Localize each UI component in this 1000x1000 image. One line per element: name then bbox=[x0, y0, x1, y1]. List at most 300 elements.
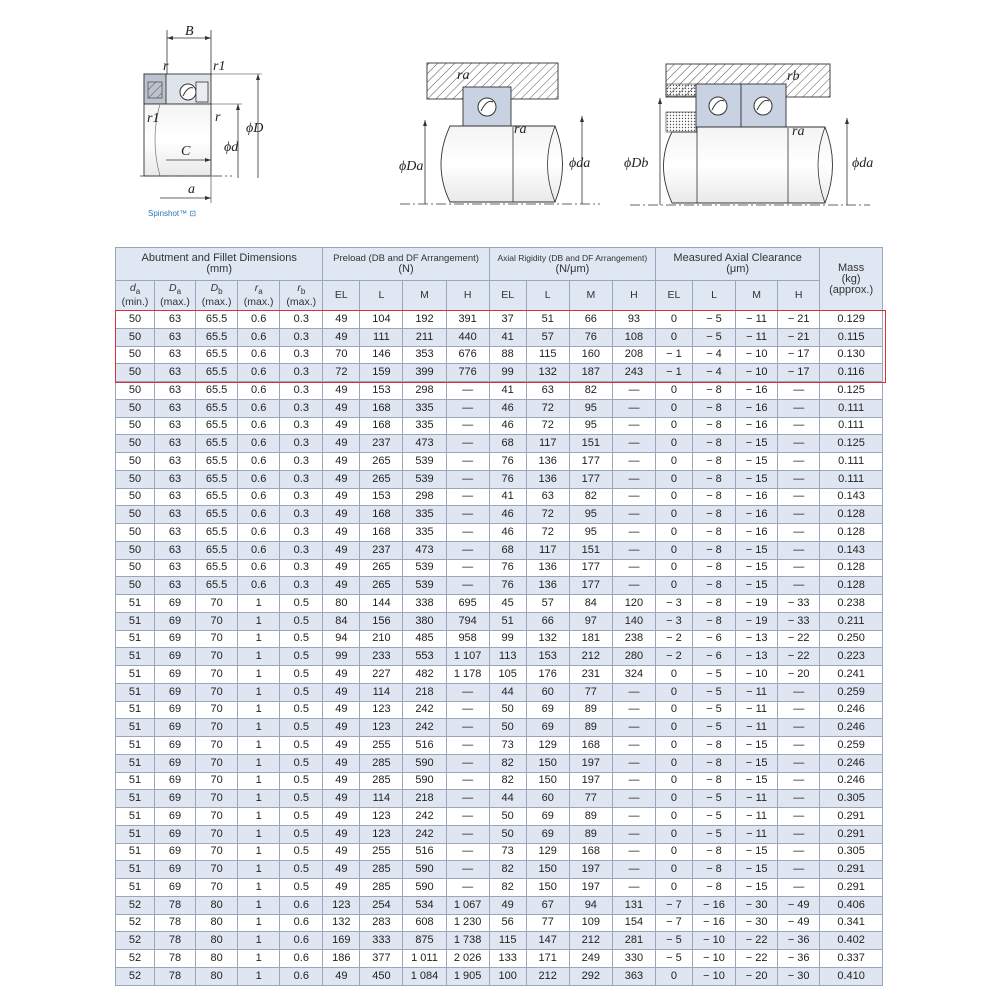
table-cell: 51 bbox=[116, 825, 155, 843]
table-row bbox=[116, 630, 883, 648]
table-cell: 49 bbox=[323, 524, 360, 542]
table-cell: 1 bbox=[238, 914, 280, 932]
header-Db-sym: D bbox=[210, 281, 219, 294]
table-cell: 539 bbox=[403, 559, 446, 577]
table-cell: − 5 bbox=[692, 328, 735, 346]
table-cell: 1 bbox=[238, 843, 280, 861]
table-cell: − 21 bbox=[778, 328, 820, 346]
table-cell: − 5 bbox=[692, 808, 735, 826]
table-cell: 80 bbox=[196, 896, 238, 914]
table-cell: 70 bbox=[196, 825, 238, 843]
table-cell: 82 bbox=[569, 488, 612, 506]
table-cell: — bbox=[612, 399, 655, 417]
header-abutment-unit: (mm) bbox=[206, 263, 233, 275]
table-cell: 65.5 bbox=[196, 399, 238, 417]
table-cell: 539 bbox=[403, 470, 446, 488]
table-cell: 41 bbox=[489, 328, 526, 346]
table-cell: 150 bbox=[526, 772, 569, 790]
table-cell: 281 bbox=[612, 932, 655, 950]
table-cell: − 8 bbox=[692, 879, 735, 897]
header-ra bbox=[238, 281, 280, 311]
header-clearance-unit: (μm) bbox=[726, 263, 750, 275]
table-cell: 176 bbox=[526, 666, 569, 684]
table-cell: 0.6 bbox=[238, 559, 280, 577]
table-cell: 391 bbox=[446, 311, 489, 329]
table-cell: 63 bbox=[155, 311, 196, 329]
table-row bbox=[116, 435, 883, 453]
table-cell: − 10 bbox=[736, 346, 778, 364]
table-cell: 50 bbox=[116, 559, 155, 577]
table-cell: − 5 bbox=[692, 683, 735, 701]
table-cell: − 15 bbox=[736, 754, 778, 772]
table-cell: 0.6 bbox=[280, 932, 323, 950]
table-cell: 1 905 bbox=[446, 967, 489, 985]
table-cell: 330 bbox=[612, 950, 655, 968]
table-row bbox=[116, 896, 883, 914]
header-ra-sub: a bbox=[258, 287, 263, 297]
table-cell: 69 bbox=[155, 843, 196, 861]
duplex-mount-diagram bbox=[624, 64, 873, 205]
table-cell: 298 bbox=[403, 488, 446, 506]
table-cell: 50 bbox=[116, 346, 155, 364]
header-rb-sym: r bbox=[297, 281, 301, 294]
table-cell: 80 bbox=[196, 914, 238, 932]
table-cell: 115 bbox=[489, 932, 526, 950]
table-cell: 590 bbox=[403, 879, 446, 897]
table-cell: 89 bbox=[569, 701, 612, 719]
table-cell: 265 bbox=[360, 453, 403, 471]
table-cell: 177 bbox=[569, 577, 612, 595]
table-cell: − 4 bbox=[692, 346, 735, 364]
table-cell: 147 bbox=[526, 932, 569, 950]
table-cell: 50 bbox=[116, 541, 155, 559]
table-cell: 117 bbox=[526, 435, 569, 453]
table-cell: 958 bbox=[446, 630, 489, 648]
table-cell: — bbox=[446, 577, 489, 595]
table-cell: 78 bbox=[155, 950, 196, 968]
table-cell: 70 bbox=[196, 754, 238, 772]
table-cell: − 10 bbox=[736, 364, 778, 382]
table-cell: 50 bbox=[116, 577, 155, 595]
table-cell: 156 bbox=[360, 612, 403, 630]
table-cell: 76 bbox=[489, 559, 526, 577]
table-cell: − 30 bbox=[778, 967, 820, 985]
header-mass-label: Mass bbox=[837, 261, 865, 274]
table-cell: 1 bbox=[238, 772, 280, 790]
table-cell: 0 bbox=[656, 808, 693, 826]
table-row bbox=[116, 825, 883, 843]
table-cell: 65.5 bbox=[196, 364, 238, 382]
table-cell: 265 bbox=[360, 577, 403, 595]
table-cell: — bbox=[612, 754, 655, 772]
table-row bbox=[116, 399, 883, 417]
table-cell: 0.6 bbox=[280, 896, 323, 914]
table-cell: 67 bbox=[526, 896, 569, 914]
table-cell: 0.259 bbox=[820, 737, 883, 755]
table-cell: 212 bbox=[569, 648, 612, 666]
table-cell: 65.5 bbox=[196, 470, 238, 488]
table-row bbox=[116, 861, 883, 879]
table-cell: 69 bbox=[526, 701, 569, 719]
table-cell: — bbox=[612, 719, 655, 737]
table-cell: − 8 bbox=[692, 506, 735, 524]
table-cell: 335 bbox=[403, 506, 446, 524]
table-cell: — bbox=[446, 843, 489, 861]
table-cell: 590 bbox=[403, 772, 446, 790]
table-cell: 51 bbox=[116, 861, 155, 879]
table-cell: 69 bbox=[155, 754, 196, 772]
table-cell: − 22 bbox=[736, 950, 778, 968]
table-cell: − 21 bbox=[778, 311, 820, 329]
table-cell: 69 bbox=[155, 825, 196, 843]
table-cell: — bbox=[446, 541, 489, 559]
table-cell: 0.3 bbox=[280, 541, 323, 559]
table-cell: — bbox=[778, 541, 820, 559]
table-cell: 57 bbox=[526, 328, 569, 346]
header-clearance-L: L bbox=[692, 281, 735, 311]
table-cell: 51 bbox=[116, 754, 155, 772]
table-cell: 1 bbox=[238, 737, 280, 755]
table-cell: − 11 bbox=[736, 311, 778, 329]
table-cell: 69 bbox=[155, 719, 196, 737]
table-cell: 0 bbox=[656, 967, 693, 985]
table-cell: 0.5 bbox=[280, 790, 323, 808]
table-cell: 0.6 bbox=[238, 435, 280, 453]
header-rigidity bbox=[489, 248, 655, 281]
table-cell: — bbox=[778, 843, 820, 861]
table-row bbox=[116, 488, 883, 506]
table-cell: − 49 bbox=[778, 914, 820, 932]
header-clearance bbox=[656, 248, 820, 281]
table-cell: 50 bbox=[116, 453, 155, 471]
table-cell: 0 bbox=[656, 754, 693, 772]
table-cell: 95 bbox=[569, 399, 612, 417]
table-cell: 0 bbox=[656, 506, 693, 524]
table-cell: − 15 bbox=[736, 453, 778, 471]
table-cell: 335 bbox=[403, 417, 446, 435]
table-cell: — bbox=[612, 524, 655, 542]
table-cell: 0.6 bbox=[280, 967, 323, 985]
table-cell: 0.128 bbox=[820, 559, 883, 577]
table-cell: — bbox=[446, 754, 489, 772]
table-cell: − 8 bbox=[692, 382, 735, 400]
table-cell: 1 bbox=[238, 861, 280, 879]
table-cell: 80 bbox=[196, 950, 238, 968]
table-cell: 0.111 bbox=[820, 417, 883, 435]
header-preload bbox=[323, 248, 489, 281]
table-cell: 0.5 bbox=[280, 612, 323, 630]
table-cell: 57 bbox=[526, 595, 569, 613]
table-cell: 44 bbox=[489, 790, 526, 808]
table-cell: 0.6 bbox=[238, 453, 280, 471]
table-cell: — bbox=[612, 737, 655, 755]
table-cell: 2 026 bbox=[446, 950, 489, 968]
table-cell: − 16 bbox=[736, 399, 778, 417]
table-cell: 95 bbox=[569, 417, 612, 435]
table-cell: 95 bbox=[569, 524, 612, 542]
table-cell: 136 bbox=[526, 470, 569, 488]
table-cell: 49 bbox=[323, 683, 360, 701]
table-cell: − 15 bbox=[736, 541, 778, 559]
table-cell: — bbox=[778, 488, 820, 506]
table-cell: 132 bbox=[323, 914, 360, 932]
header-Db-note: (max.) bbox=[201, 296, 232, 309]
label-phida-right: ϕda bbox=[852, 156, 874, 171]
table-cell: 1 178 bbox=[446, 666, 489, 684]
table-cell: 49 bbox=[323, 701, 360, 719]
table-cell: 69 bbox=[155, 683, 196, 701]
header-da-sub: a bbox=[135, 287, 141, 297]
header-da-sym: d bbox=[129, 281, 136, 294]
table-cell: 242 bbox=[403, 825, 446, 843]
table-row bbox=[116, 346, 883, 364]
table-cell: 1 bbox=[238, 630, 280, 648]
table-cell: − 10 bbox=[692, 950, 735, 968]
table-cell: 63 bbox=[155, 382, 196, 400]
table-cell: 108 bbox=[612, 328, 655, 346]
table-row bbox=[116, 808, 883, 826]
header-da-note: (min.) bbox=[121, 296, 149, 309]
table-cell: 150 bbox=[526, 861, 569, 879]
table-cell: 160 bbox=[569, 346, 612, 364]
table-cell: − 16 bbox=[692, 914, 735, 932]
table-cell: 50 bbox=[116, 364, 155, 382]
table-cell: 280 bbox=[612, 648, 655, 666]
table-cell: 1 107 bbox=[446, 648, 489, 666]
table-cell: 52 bbox=[116, 950, 155, 968]
table-cell: 0.111 bbox=[820, 470, 883, 488]
table-cell: 44 bbox=[489, 683, 526, 701]
table-cell: − 8 bbox=[692, 488, 735, 506]
table-cell: 0.5 bbox=[280, 808, 323, 826]
table-cell: 114 bbox=[360, 790, 403, 808]
table-cell: 136 bbox=[526, 453, 569, 471]
table-cell: 51 bbox=[116, 648, 155, 666]
table-cell: 129 bbox=[526, 843, 569, 861]
table-cell: 46 bbox=[489, 524, 526, 542]
table-cell: 168 bbox=[360, 417, 403, 435]
table-cell: 0 bbox=[656, 524, 693, 542]
table-cell: 0 bbox=[656, 772, 693, 790]
table-row bbox=[116, 772, 883, 790]
table-cell: 84 bbox=[569, 595, 612, 613]
table-cell: 49 bbox=[323, 470, 360, 488]
table-cell: 146 bbox=[360, 346, 403, 364]
table-cell: — bbox=[778, 825, 820, 843]
table-row bbox=[116, 328, 883, 346]
table-cell: 177 bbox=[569, 559, 612, 577]
table-cell: 231 bbox=[569, 666, 612, 684]
table-cell: 0 bbox=[656, 470, 693, 488]
table-cell: — bbox=[446, 879, 489, 897]
table-cell: 0.3 bbox=[280, 435, 323, 453]
table-cell: 254 bbox=[360, 896, 403, 914]
table-cell: − 1 bbox=[656, 346, 693, 364]
table-cell: 1 bbox=[238, 879, 280, 897]
table-cell: 0 bbox=[656, 666, 693, 684]
table-cell: 335 bbox=[403, 399, 446, 417]
table-cell: 0.5 bbox=[280, 861, 323, 879]
table-cell: 51 bbox=[116, 808, 155, 826]
table-cell: 1 230 bbox=[446, 914, 489, 932]
table-cell: 113 bbox=[489, 648, 526, 666]
table-cell: 49 bbox=[323, 541, 360, 559]
table-cell: 197 bbox=[569, 772, 612, 790]
table-cell: − 16 bbox=[692, 896, 735, 914]
table-cell: − 36 bbox=[778, 932, 820, 950]
table-cell: — bbox=[612, 843, 655, 861]
table-cell: 123 bbox=[360, 825, 403, 843]
table-cell: 181 bbox=[569, 630, 612, 648]
table-cell: — bbox=[612, 683, 655, 701]
table-cell: 78 bbox=[155, 932, 196, 950]
table-cell: 0.3 bbox=[280, 399, 323, 417]
table-cell: 80 bbox=[196, 932, 238, 950]
table-cell: 0.3 bbox=[280, 506, 323, 524]
table-cell: 0.6 bbox=[238, 399, 280, 417]
table-cell: 285 bbox=[360, 861, 403, 879]
table-cell: 82 bbox=[489, 754, 526, 772]
table-cell: 608 bbox=[403, 914, 446, 932]
table-cell: 0.125 bbox=[820, 435, 883, 453]
table-cell: 111 bbox=[360, 328, 403, 346]
table-cell: 473 bbox=[403, 435, 446, 453]
table-cell: 168 bbox=[360, 506, 403, 524]
table-cell: − 8 bbox=[692, 843, 735, 861]
table-cell: 1 bbox=[238, 701, 280, 719]
table-cell: — bbox=[446, 861, 489, 879]
table-row bbox=[116, 701, 883, 719]
table-cell: 69 bbox=[155, 612, 196, 630]
table-cell: 70 bbox=[196, 612, 238, 630]
table-cell: 243 bbox=[612, 364, 655, 382]
table-cell: 63 bbox=[155, 488, 196, 506]
table-cell: 177 bbox=[569, 470, 612, 488]
table-cell: − 16 bbox=[736, 524, 778, 542]
table-cell: 0.125 bbox=[820, 382, 883, 400]
table-cell: 0 bbox=[656, 790, 693, 808]
table-cell: 0.246 bbox=[820, 719, 883, 737]
table-cell: − 6 bbox=[692, 648, 735, 666]
table-cell: 88 bbox=[489, 346, 526, 364]
header-rigidity-H: H bbox=[612, 281, 655, 311]
table-cell: − 5 bbox=[692, 790, 735, 808]
table-cell: — bbox=[778, 737, 820, 755]
table-cell: − 8 bbox=[692, 577, 735, 595]
table-cell: 65.5 bbox=[196, 541, 238, 559]
table-cell: − 13 bbox=[736, 630, 778, 648]
label-phid: ϕd bbox=[224, 140, 239, 155]
table-cell: 68 bbox=[489, 435, 526, 453]
table-cell: 0 bbox=[656, 861, 693, 879]
table-cell: 0.410 bbox=[820, 967, 883, 985]
table-cell: − 16 bbox=[736, 382, 778, 400]
header-rigidity-L: L bbox=[526, 281, 569, 311]
table-cell: − 15 bbox=[736, 843, 778, 861]
table-cell: − 5 bbox=[692, 701, 735, 719]
table-cell: 1 bbox=[238, 967, 280, 985]
table-cell: — bbox=[778, 524, 820, 542]
table-cell: 68 bbox=[489, 541, 526, 559]
table-cell: 265 bbox=[360, 559, 403, 577]
header-rb-note: (max.) bbox=[286, 296, 317, 309]
table-cell: − 17 bbox=[778, 346, 820, 364]
table-cell: 0.3 bbox=[280, 417, 323, 435]
table-cell: 265 bbox=[360, 470, 403, 488]
table-cell: 69 bbox=[155, 772, 196, 790]
table-cell: 0.291 bbox=[820, 808, 883, 826]
table-cell: 1 bbox=[238, 808, 280, 826]
table-cell: − 16 bbox=[736, 417, 778, 435]
table-cell: 50 bbox=[116, 488, 155, 506]
table-cell: 0.143 bbox=[820, 488, 883, 506]
table-cell: 186 bbox=[323, 950, 360, 968]
table-cell: — bbox=[778, 470, 820, 488]
table-cell: — bbox=[446, 737, 489, 755]
header-clearance-H: H bbox=[778, 281, 820, 311]
header-preload-label: Preload (DB and DF Arrangement) bbox=[333, 253, 479, 264]
table-cell: 52 bbox=[116, 914, 155, 932]
table-cell: 49 bbox=[323, 825, 360, 843]
table-cell: 50 bbox=[116, 328, 155, 346]
table-cell: 50 bbox=[116, 417, 155, 435]
table-cell: 363 bbox=[612, 967, 655, 985]
table-row bbox=[116, 879, 883, 897]
table-row bbox=[116, 843, 883, 861]
table-cell: 0 bbox=[656, 488, 693, 506]
table-cell: — bbox=[446, 808, 489, 826]
table-cell: 283 bbox=[360, 914, 403, 932]
table-cell: 0.5 bbox=[280, 595, 323, 613]
table-cell: 49 bbox=[323, 754, 360, 772]
table-cell: 177 bbox=[569, 453, 612, 471]
table-cell: 695 bbox=[446, 595, 489, 613]
table-cell: − 19 bbox=[736, 595, 778, 613]
table-cell: — bbox=[612, 559, 655, 577]
table-cell: 49 bbox=[323, 311, 360, 329]
table-cell: − 15 bbox=[736, 737, 778, 755]
table-cell: 590 bbox=[403, 861, 446, 879]
table-cell: − 8 bbox=[692, 541, 735, 559]
table-cell: — bbox=[446, 719, 489, 737]
table-cell: 99 bbox=[323, 648, 360, 666]
table-cell: — bbox=[446, 435, 489, 453]
table-cell: 590 bbox=[403, 754, 446, 772]
table-cell: 0 bbox=[656, 843, 693, 861]
table-cell: 89 bbox=[569, 808, 612, 826]
table-cell: 69 bbox=[155, 861, 196, 879]
header-preload-EL: EL bbox=[323, 281, 360, 311]
table-cell: — bbox=[446, 559, 489, 577]
table-cell: 76 bbox=[489, 453, 526, 471]
header-preload-H: H bbox=[446, 281, 489, 311]
table-cell: — bbox=[446, 825, 489, 843]
table-cell: − 8 bbox=[692, 470, 735, 488]
header-da bbox=[116, 281, 155, 311]
label-ra-mid: ra bbox=[514, 122, 527, 137]
header-Da-sym: D bbox=[169, 281, 177, 294]
table-row bbox=[116, 311, 883, 329]
table-cell: − 36 bbox=[778, 950, 820, 968]
table-cell: 0 bbox=[656, 453, 693, 471]
table-cell: 70 bbox=[196, 630, 238, 648]
table-cell: 63 bbox=[155, 506, 196, 524]
table-cell: − 33 bbox=[778, 612, 820, 630]
table-cell: 0.291 bbox=[820, 825, 883, 843]
table-cell: 65.5 bbox=[196, 435, 238, 453]
table-cell: 0.5 bbox=[280, 666, 323, 684]
header-preload-L: L bbox=[360, 281, 403, 311]
